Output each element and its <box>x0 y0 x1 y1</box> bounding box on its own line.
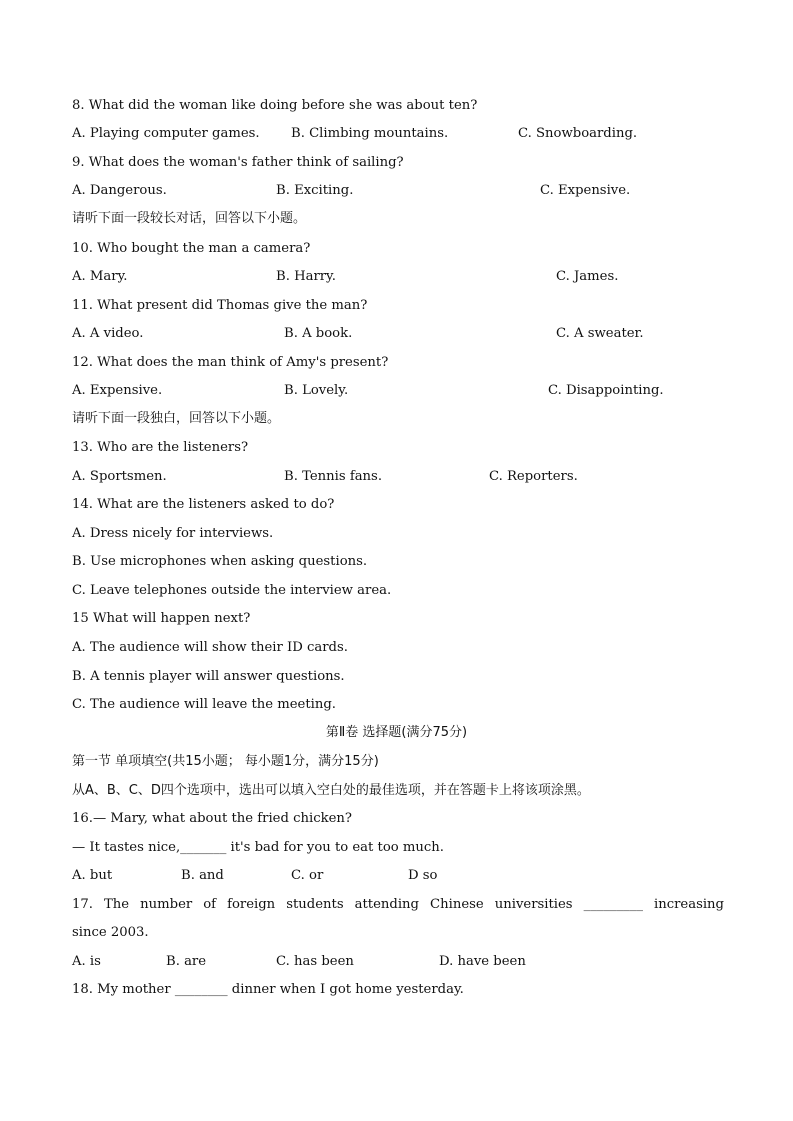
question-17-option-a: A. is <box>72 954 101 969</box>
question-10-stem: 10. Who bought the man a camera? <box>72 241 311 256</box>
question-11-option-c: C. A sweater. <box>556 326 644 341</box>
question-16-stem: 16.— Mary, what about the fried chicken? <box>72 811 352 826</box>
question-14-option-a: A. Dress nicely for interviews. <box>72 526 274 541</box>
question-13-option-b: B. Tennis fans. <box>284 469 383 484</box>
question-12-option-a: A. Expensive. <box>72 383 163 398</box>
part-2-heading: 第Ⅱ卷 选择题(满分75分) <box>325 725 468 740</box>
question-16-option-a: A. but <box>72 868 113 883</box>
question-14-stem: 14. What are the listeners asked to do? <box>72 497 335 512</box>
question-16-option-c: C. or <box>291 868 324 883</box>
section-1-heading: 第一节 单项填空(共15小题； 每小题1分，满分15分) <box>72 754 379 769</box>
question-17-option-d: D. have been <box>439 954 526 969</box>
question-13-stem: 13. Who are the listeners? <box>72 440 249 455</box>
question-10-option-c: C. James. <box>556 269 619 284</box>
question-15-option-b: B. A tennis player will answer questions. <box>72 669 345 684</box>
question-17-option-b: B. are <box>166 954 207 969</box>
question-16-option-d: D so <box>408 868 438 883</box>
question-11-option-b: B. A book. <box>284 326 353 341</box>
question-10-option-b: B. Harry. <box>276 269 336 284</box>
question-15-stem: 15 What will happen next? <box>72 611 251 626</box>
instruction-dialogue: 请听下面一段较长对话，回答以下小题。 <box>72 211 307 226</box>
question-17-stem-line1: 17. The number of foreign students attending Chinese universities _________ increasing <box>72 897 724 912</box>
question-8-option-b: B. Climbing mountains. <box>291 126 449 141</box>
question-13-option-c: C. Reporters. <box>489 469 578 484</box>
question-12-option-c: C. Disappointing. <box>548 383 664 398</box>
question-9-option-a: A. Dangerous. <box>72 183 167 198</box>
question-11-option-a: A. A video. <box>72 326 144 341</box>
question-8-stem: 8. What did the woman like doing before she was about ten? <box>72 98 478 113</box>
question-8-option-c: C. Snowboarding. <box>518 126 638 141</box>
question-9-stem: 9. What does the woman's father think of sailing? <box>72 155 404 170</box>
question-15-option-a: A. The audience will show their ID cards. <box>72 640 348 655</box>
question-17-option-c: C. has been <box>276 954 354 969</box>
instruction-monologue: 请听下面一段独白，回答以下小题。 <box>72 411 281 426</box>
section-1-instruction: 从A、B、C、D四个选项中，选出可以填入空白处的最佳选项，并在答题卡上将该项涂黑。 <box>72 783 590 798</box>
question-9-option-b: B. Exciting. <box>276 183 354 198</box>
question-14-option-b: B. Use microphones when asking questions. <box>72 554 368 569</box>
question-15-option-c: C. The audience will leave the meeting. <box>72 697 336 712</box>
question-18-stem: 18. My mother ________ dinner when I got home yesterday. <box>72 982 464 997</box>
question-8-option-a: A. Playing computer games. <box>72 126 260 141</box>
question-12-option-b: B. Lovely. <box>284 383 349 398</box>
question-16-option-b: B. and <box>181 868 224 883</box>
question-13-option-a: A. Sportsmen. <box>72 469 167 484</box>
question-9-option-c: C. Expensive. <box>540 183 631 198</box>
question-12-stem: 12. What does the man think of Amy's present? <box>72 355 389 370</box>
question-10-option-a: A. Mary. <box>72 269 128 284</box>
question-14-option-c: C. Leave telephones outside the interview area. <box>72 583 392 598</box>
question-17-stem-line2: since 2003. <box>72 925 149 940</box>
question-11-stem: 11. What present did Thomas give the man? <box>72 298 368 313</box>
question-16-reply: — It tastes nice,_______ it's bad for you to eat too much. <box>72 840 444 855</box>
